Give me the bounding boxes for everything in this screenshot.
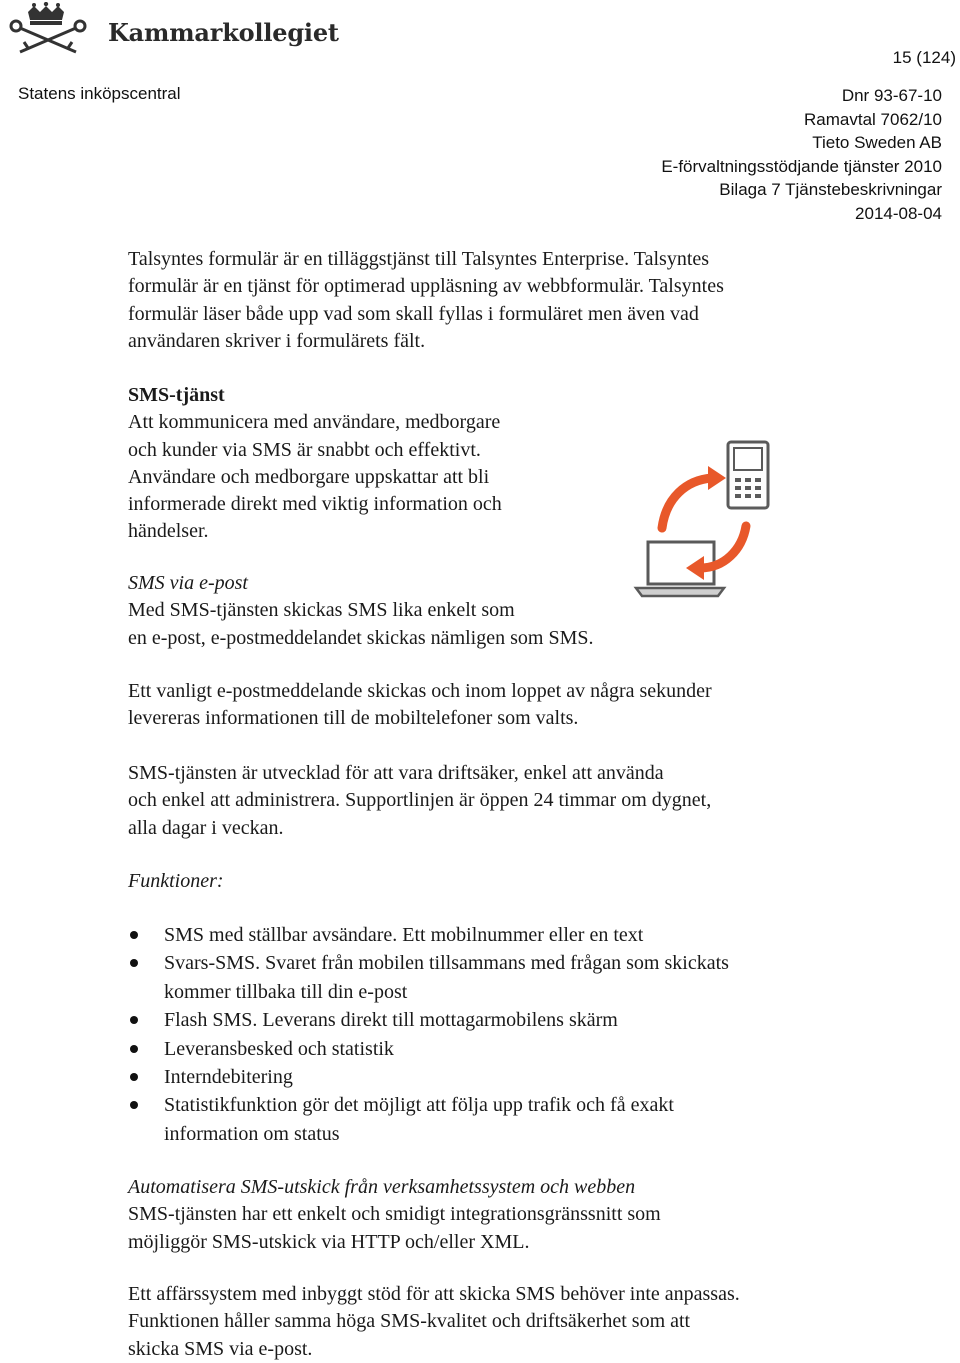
- list-item: [128, 921, 729, 949]
- affarssystem-paragraph: [128, 1281, 740, 1363]
- list-item: [128, 949, 729, 1006]
- section-heading: SMS via e-post: [128, 572, 248, 594]
- list-item: [128, 1063, 729, 1091]
- list-item: [128, 1035, 729, 1063]
- sms-sync-illustration: [600, 438, 780, 598]
- bullet-icon: [130, 1045, 138, 1053]
- text-line: möjliggör SMS-utskick via HTTP och/eller XML.: [128, 1230, 530, 1253]
- text-line: Ett vanligt e-postmeddelande skickas och inom loppet av några sekunder: [128, 680, 712, 702]
- reliability-paragraph: [128, 760, 711, 842]
- list-item: [128, 1091, 729, 1148]
- text-line: formulär är en tjänst för optimerad uppläsning av webbformulär. Talsyntes: [128, 275, 724, 298]
- mobile-phone-icon: [728, 442, 768, 508]
- crown-icon: [28, 2, 64, 25]
- organization-name: Statens inköpscentral: [18, 84, 181, 103]
- text-line: formulär läser både upp vad som skall fyllas i formuläret men även vad: [128, 302, 699, 325]
- bullet-icon: [130, 1016, 138, 1024]
- logo-wordmark: Kammarkollegiet: [108, 18, 339, 47]
- text-line: händelser.: [128, 520, 209, 543]
- list-item-text: Leveransbesked och statistik: [164, 1037, 394, 1060]
- text-line: användaren skriver i formulärets fält.: [128, 329, 426, 352]
- automatisera-section: [128, 1174, 661, 1256]
- list-item-text: kommer tillbaka till din e-post: [164, 980, 408, 1003]
- crossed-keys-icon: [11, 21, 85, 52]
- email-delivery-paragraph: [128, 678, 712, 733]
- text-line: SMS-tjänsten har ett enkelt och smidigt integrationsgränssnitt som: [128, 1203, 661, 1226]
- list-item-text: Statistikfunktion gör det möjligt att följa upp trafik och få exakt: [164, 1094, 674, 1117]
- text-line: Användare och medborgare uppskattar att bli: [128, 465, 490, 488]
- text-line: Ett affärssystem med inbyggt stöd för att skicka SMS behöver inte anpassas.: [128, 1283, 740, 1305]
- funktioner-heading: Funktioner:: [128, 870, 224, 892]
- bullet-icon: [130, 959, 138, 967]
- list-item-text: Svars-SMS. Svaret från mobilen tillsammans med frågan som skickats: [164, 952, 729, 975]
- meta-category: E-förvaltningsstödjande tjänster 2010: [661, 156, 942, 176]
- section-heading: SMS-tjänst: [128, 384, 225, 406]
- funktioner-list: [128, 921, 729, 1148]
- sms-via-epost-section: [128, 570, 593, 652]
- document-meta: [661, 84, 942, 226]
- text-line: Med SMS-tjänsten skickas SMS lika enkelt som: [128, 599, 515, 622]
- text-line: och enkel att administrera. Supportlinjen är öppen 24 timmar om dygnet,: [128, 789, 712, 812]
- meta-date: 2014-08-04: [855, 203, 942, 223]
- meta-dnr: Dnr 93-67-10: [841, 86, 942, 105]
- text-line: SMS-tjänsten är utvecklad för att vara driftsäker, enkel att använda: [128, 762, 664, 784]
- text-line: och kunder via SMS är snabbt och effektivt.: [128, 438, 481, 461]
- text-line: Talsyntes formulär är en tilläggstjänst till Talsyntes Enterprise. Talsyntes: [128, 248, 710, 270]
- page-number: 15 (124): [892, 48, 956, 67]
- text-line: en e-post, e-postmeddelandet skickas nämligen som SMS.: [128, 626, 594, 649]
- list-item-text: SMS med ställbar avsändare. Ett mobilnummer eller en text: [164, 924, 644, 946]
- section-heading: Automatisera SMS-utskick från verksamhetssystem och webben: [128, 1176, 636, 1198]
- list-item: [128, 1006, 729, 1034]
- text-line: Att kommunicera med användare, medborgare: [128, 411, 501, 434]
- list-item-text: Interndebitering: [164, 1066, 293, 1089]
- bullet-icon: [130, 931, 138, 939]
- bullet-icon: [130, 1101, 138, 1109]
- list-item-text: information om status: [164, 1122, 340, 1145]
- text-line: alla dagar i veckan.: [128, 816, 284, 839]
- list-item-text: Flash SMS. Leverans direkt till mottagarmobilens skärm: [164, 1009, 618, 1032]
- meta-supplier: Tieto Sweden AB: [812, 133, 942, 153]
- bullet-icon: [130, 1073, 138, 1081]
- text-line: levereras informationen till de mobiltelefoner som valts.: [128, 707, 579, 730]
- sms-tjanst-section: [128, 382, 502, 546]
- text-line: skicka SMS via e-post.: [128, 1337, 313, 1360]
- meta-ramavtal: Ramavtal 7062/10: [804, 109, 942, 129]
- text-line: Funktionen håller samma höga SMS-kvalitet och driftsäkerhet som att: [128, 1310, 691, 1333]
- meta-appendix: Bilaga 7 Tjänstebeskrivningar: [719, 180, 942, 200]
- text-line: informerade direkt med viktig information och: [128, 493, 502, 516]
- intro-paragraph: [128, 246, 724, 355]
